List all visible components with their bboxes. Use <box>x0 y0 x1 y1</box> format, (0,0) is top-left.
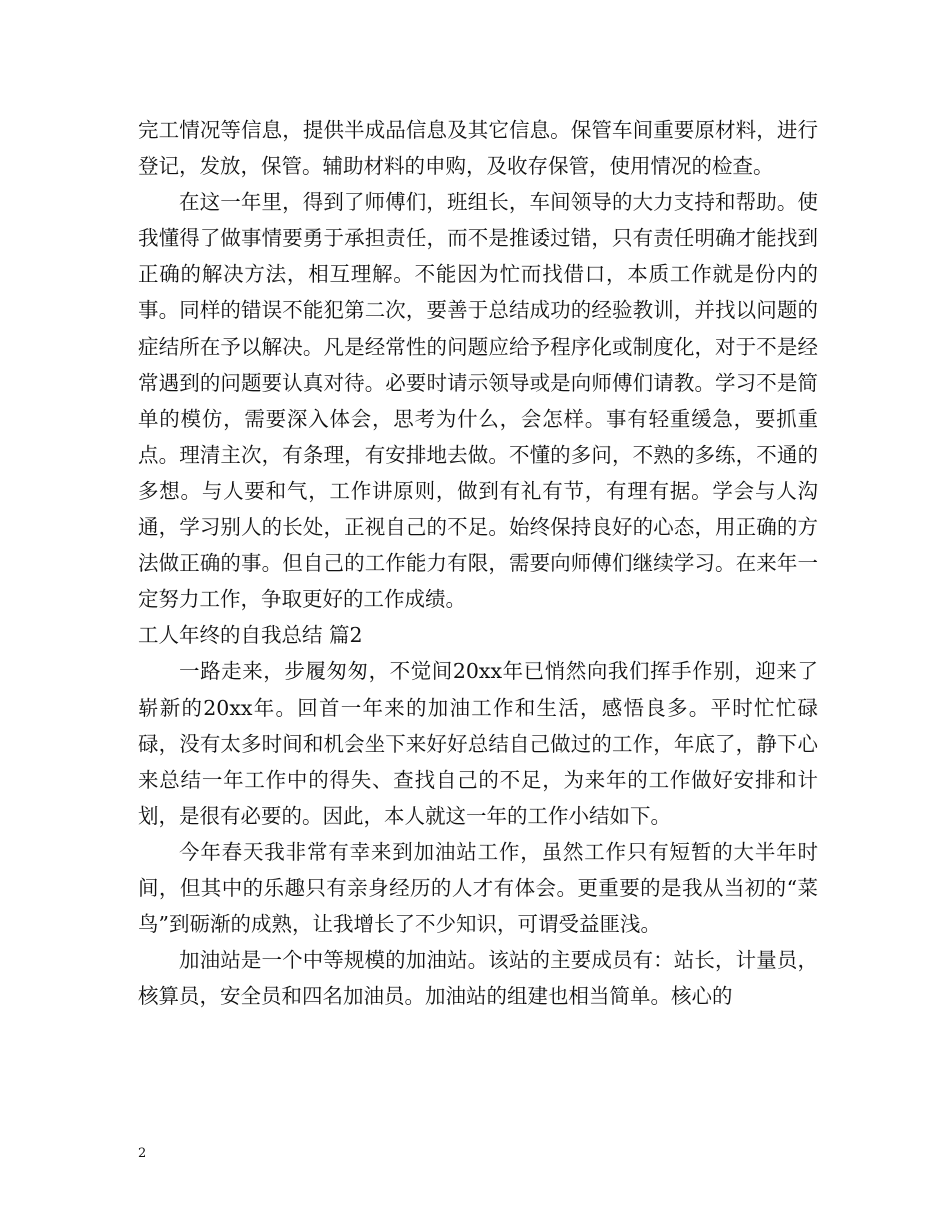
section-heading: 工人年终的自我总结 篇2 <box>138 623 363 648</box>
paragraph-4: 今年春天我非常有幸来到加油站工作，虽然工作只有短暂的大半年时间，但其中的乐趣只有亲身经历的人才有体会。更重要的是我从当初的“菜鸟”到砺渐的成熟，让我增长了不少知识，可谓受益匪浅。 <box>138 839 818 937</box>
paragraph-1: 完工情况等信息，提供半成品信息及其它信息。保管车间重要原材料，进行登记，发放，保管。辅助材料的申购，及收存保管，使用情况的检查。 <box>138 118 818 179</box>
paragraph-2: 在这一年里，得到了师傅们，班组长，车间领导的大力支持和帮助。使我懂得了做事情要勇于承担责任，而不是推诿过错，只有责任明确才能找到正确的解决方法，相互理解。不能因为忙而找借口，本质工作就是份内的事。同样的错误不能犯第二次，要善于总结成功的经验教训，并找以问题的症结所在予以解决。凡是经常性的问题应给予程序化或制度化，对于不是经常遇到的问题要认真对待。必要时请示领导或是向师傅们请教。学习不是简单的模仿，需要深入体会，思考为什么，会怎样。事有轻重缓急，要抓重点。理清主次，有条理，有安排地去做。不懂的多问，不熟的多练，不通的多想。与人要和气，工作讲原则，做到有礼有节，有理有据。学会与人沟通，学习别人的长处，正视自己的不足。始终保持良好的心态，用正确的方法做正确的事。但自己的工作能力有限，需要向师傅们继续学习。在来年一定努力工作，争取更好的工作成绩。 <box>138 190 818 612</box>
document-body <box>138 112 818 1014</box>
page-number: 2 <box>138 1146 147 1161</box>
paragraph-5: 加油站是一个中等规模的加油站。该站的主要成员有：站长，计量员，核算员，安全员和四名加油员。加油站的组建也相当简单。核心的 <box>138 948 818 1009</box>
paragraph-3: 一路走来，步履匆匆，不觉间20xx年已悄然向我们挥手作别，迎来了崭新的20xx年。回首一年来的加油工作和生活，感悟良多。平时忙忙碌碌，没有太多时间和机会坐下来好好总结自己做过的工作，年底了，静下心来总结一年工作中的得失、查找自己的不足，为来年的工作做好安排和计划，是很有必要的。因此，本人就这一年的工作小结如下。 <box>138 659 818 828</box>
